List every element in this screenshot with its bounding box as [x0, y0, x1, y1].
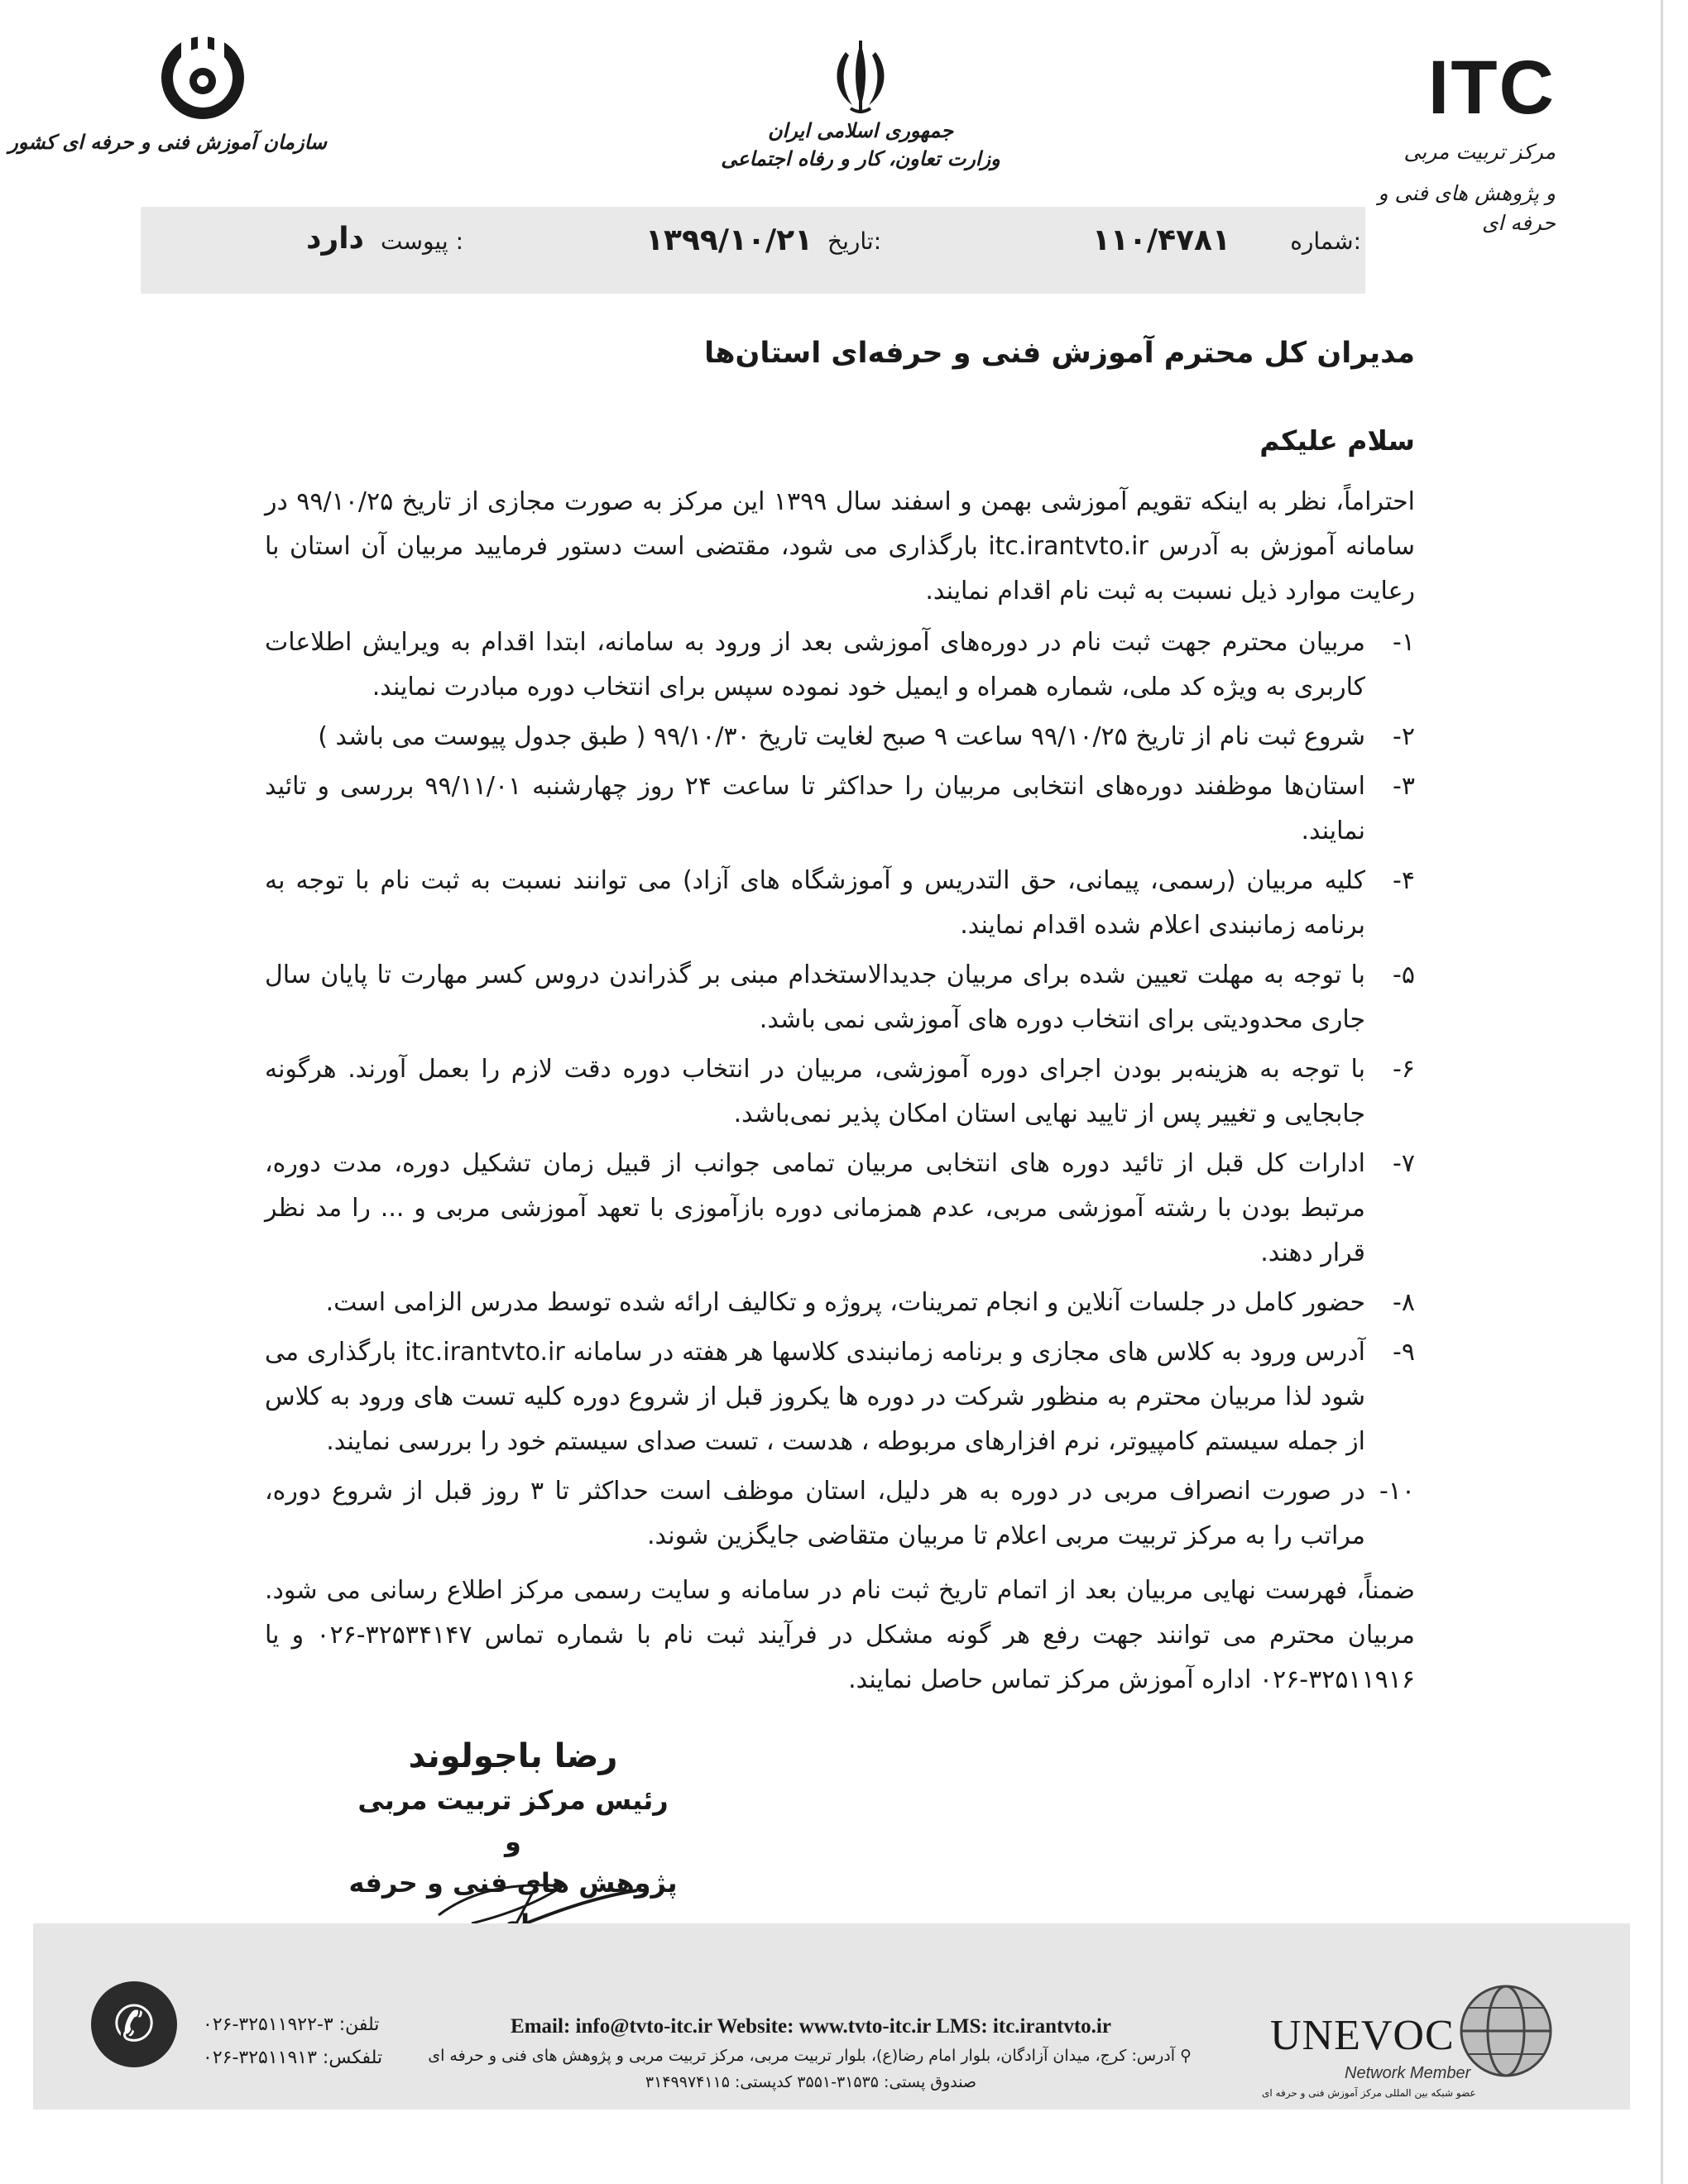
item-number: ۳-: [1393, 772, 1415, 801]
item-text: مربیان محترم جهت ثبت نام در دوره‌های آموزشی بعد از ورود به سامانه، ابتدا اقدام به ویرایش اطلاعات کاربری به ویژه کد ملی، شماره همراه و ایمیل خود نموده سپس برای انتخاب دوره مبادرت نمایند.: [265, 628, 1365, 702]
item-text: ادارات کل قبل از تائید دوره های انتخابی مربیان تمامی جوانب از قبیل زمان تشکیل دوره، مدت دوره، مرتبط بودن با رشته آموزشی مربی، عدم همزمانی دوره بازآموزی با تعهد آموزشی مربی و ... را مد نظر قرار دهند.: [265, 1149, 1365, 1267]
attachment-value: دارد: [306, 222, 365, 256]
date-label: تاریخ:: [827, 228, 882, 255]
item-number: ۶-: [1393, 1055, 1415, 1084]
item-number: ۲-: [1393, 722, 1415, 751]
list-item: [265, 859, 1415, 948]
footer-phones: [203, 2009, 382, 2075]
date-value: ۱۳۹۹/۱۰/۲۱: [645, 223, 813, 257]
address-line: [430, 2047, 1192, 2065]
phone-number-1: تلفن: ۳-۳۲۵۱۱۹۲۲-۰۲۶: [203, 2014, 380, 2035]
contact-line: Email: info@tvto-itc.ir Website: www.tvto-itc.ir LMS: itc.irantvto.ir: [511, 2015, 1111, 2038]
item-text: با توجه به مهلت تعیین شده برای مربیان جدیدالاستخدام مبنی بر گذراندن دروس کسر مهارت تا پایان سال جاری محدودیتی برای انتخاب دوره های آموزشی نمی باشد.: [265, 960, 1365, 1034]
item-number: ۱۰-: [1379, 1477, 1415, 1506]
list-item: [265, 715, 1415, 759]
intro-paragraph: احتراماً، نظر به اینکه تقویم آموزشی بهمن و اسفند سال ۱۳۹۹ این مرکز به صورت مجازی از تاریخ ۹۹/۱۰/۲۵ در سامانه آموزش به آدرس itc.irantvto.ir بارگذاری می شود، مقتضی است دستور فرمایید مربیان آن استان با رعایت موارد ذیل نسبت به ثبت نام اقدام نمایند.: [265, 487, 1416, 606]
item-number: ۱-: [1393, 628, 1415, 657]
signer-role-1: رئیس مرکز تربیت مربی و: [357, 1784, 669, 1857]
tvto-logo: [8, 31, 327, 154]
itc-subtitle-1: مرکز تربیت مربی: [1403, 140, 1556, 164]
itc-subtitle-2: و پژوهش های فنی و حرفه ای: [1378, 181, 1556, 235]
unevoc-member: Network Member: [1345, 2064, 1471, 2082]
list-item: [265, 1142, 1415, 1276]
signer-role-2: پژوهش های فنی و حرفه: [348, 1867, 678, 1899]
item-text: آدرس ورود به کلاس های مجازی و برنامه زمانبندی کلاسها هر هفته در سامانه itc.irantvto.ir بارگذاری می شود لذا مربیان محترم به منظور شرکت در دوره ها یکروز قبل از شروع دوره کلیه تست های ورود به کلاس از جمله سیستم کامپیوتر، نرم افزارهای مربوطه ، هدست ، تست صدای سیستم خود را بررسی نمایند.: [265, 1338, 1365, 1456]
phone-number-2: تلفکس: ۳۲۵۱۱۹۱۳-۰۲۶: [203, 2048, 383, 2068]
globe-icon: [1456, 1981, 1556, 2081]
letter-body: [265, 331, 1415, 1703]
list-item: [265, 1047, 1415, 1137]
attachment-label: پیوست :: [381, 228, 464, 255]
list-item: [265, 764, 1415, 854]
item-number: ۹-: [1393, 1338, 1415, 1367]
item-number: ۴-: [1393, 866, 1415, 895]
tvto-name: سازمان آموزش فنی و حرفه ای کشور: [8, 131, 327, 154]
item-text: استان‌ها موظفند دوره‌های انتخابی مربیان را حداکثر تا ساعت ۲۴ روز چهارشنبه ۹۹/۱۱/۰۱ بررسی و تائید نمایند.: [265, 772, 1365, 845]
tvto-emblem-icon: [156, 31, 249, 124]
itc-logo-text: ITC: [1427, 46, 1556, 130]
signer-name: رضا باجولوند: [408, 1737, 618, 1775]
item-number: ۵-: [1393, 960, 1415, 989]
scan-edge: [1661, 0, 1663, 2184]
emblem-block: [720, 37, 1001, 173]
footer-contacts: [430, 2015, 1192, 2091]
list-item: [265, 1330, 1415, 1464]
greeting: سلام علیکم: [1259, 424, 1415, 457]
emblem-line-1: جمهوری اسلامی ایران: [767, 119, 954, 142]
item-number: ۸-: [1393, 1288, 1415, 1317]
item-text: با توجه به هزینه‌بر بودن اجرای دوره آموزشی، مربیان در انتخاب دوره دقت لازم را بعمل آورند. هرگونه جابجایی و تغییر پس از تایید نهایی استان امکان پذیر نمی‌باشد.: [265, 1055, 1365, 1128]
iran-emblem-icon: [821, 37, 900, 117]
closing-paragraph: ضمناً، فهرست نهایی مربیان بعد از اتمام تاریخ ثبت نام در سامانه و سایت رسمی مرکز اطلاع رسانی می شود. مربیان محترم می توانند جهت رفع هر گونه مشکل در فرآیند ثبت نام با شماره تماس ۳۲۵۳۴۱۴۷-۰۲۶ و یا ۳۲۵۱۱۹۱۶-۰۲۶ اداره آموزش مرکز تماس حاصل نمایند.: [265, 1576, 1415, 1694]
item-text: حضور کامل در جلسات آنلاین و انجام تمرینات، پروژه و تکالیف ارائه شده توسط مدرس الزامی است.: [325, 1288, 1365, 1317]
list-item: [265, 1469, 1415, 1559]
unevoc-wordmark: UNEVOC: [1270, 2012, 1455, 2059]
item-text: شروع ثبت نام از تاریخ ۹۹/۱۰/۲۵ ساعت ۹ صبح لغایت تاریخ ۹۹/۱۰/۳۰ ( طبق جدول پیوست می باشد ): [318, 722, 1365, 751]
list-item: [265, 620, 1415, 710]
number-value: ۱۱۰/۴۷۸۱: [1092, 223, 1230, 257]
postal-line: صندوق پستی: ۳۱۵۳۵-۳۵۵۱ کدپستی: ۳۱۴۹۹۷۴۱۱۵: [645, 2073, 977, 2091]
list-item: [265, 1281, 1415, 1325]
itc-logo: [1365, 46, 1556, 238]
instructions-list: [265, 620, 1415, 1559]
list-item: [265, 953, 1415, 1042]
address-text: آدرس: کرج، میدان آزادگان، بلوار امام رضا(ع)، بلوار تربیت مربی، مرکز تربیت مربی و پژوهش های فنی و حرفه ای: [428, 2047, 1176, 2065]
location-pin-icon: ⚲: [1180, 2047, 1192, 2065]
number-label: شماره:: [1290, 228, 1361, 255]
emblem-line-2: وزارت تعاون، کار و رفاه اجتماعی: [721, 147, 1000, 170]
item-number: ۷-: [1393, 1149, 1415, 1178]
phone-icon: ✆: [91, 1981, 177, 2067]
unevoc-note: عضو شبکه بین المللی مرکز آموزش فنی و حرفه ای: [1262, 2087, 1476, 2099]
item-text: کلیه مربیان (رسمی، پیمانی، حق التدریس و آموزشگاه های آزاد) می توانند نسبت به ثبت نام با توجه به برنامه زمانبندی اعلام شده اقدام نمایند.: [265, 866, 1365, 940]
recipients: مدیران کل محترم آموزش فنی و حرفه‌ای استان‌ها: [704, 337, 1415, 370]
item-text: در صورت انصراف مربی در دوره به هر دلیل، استان موظف است حداکثر تا ۳ روز قبل از شروع دوره، مراتب را به مرکز تربیت مربی اعلام تا مربیان متقاضی جایگزین شوند.: [265, 1477, 1365, 1550]
